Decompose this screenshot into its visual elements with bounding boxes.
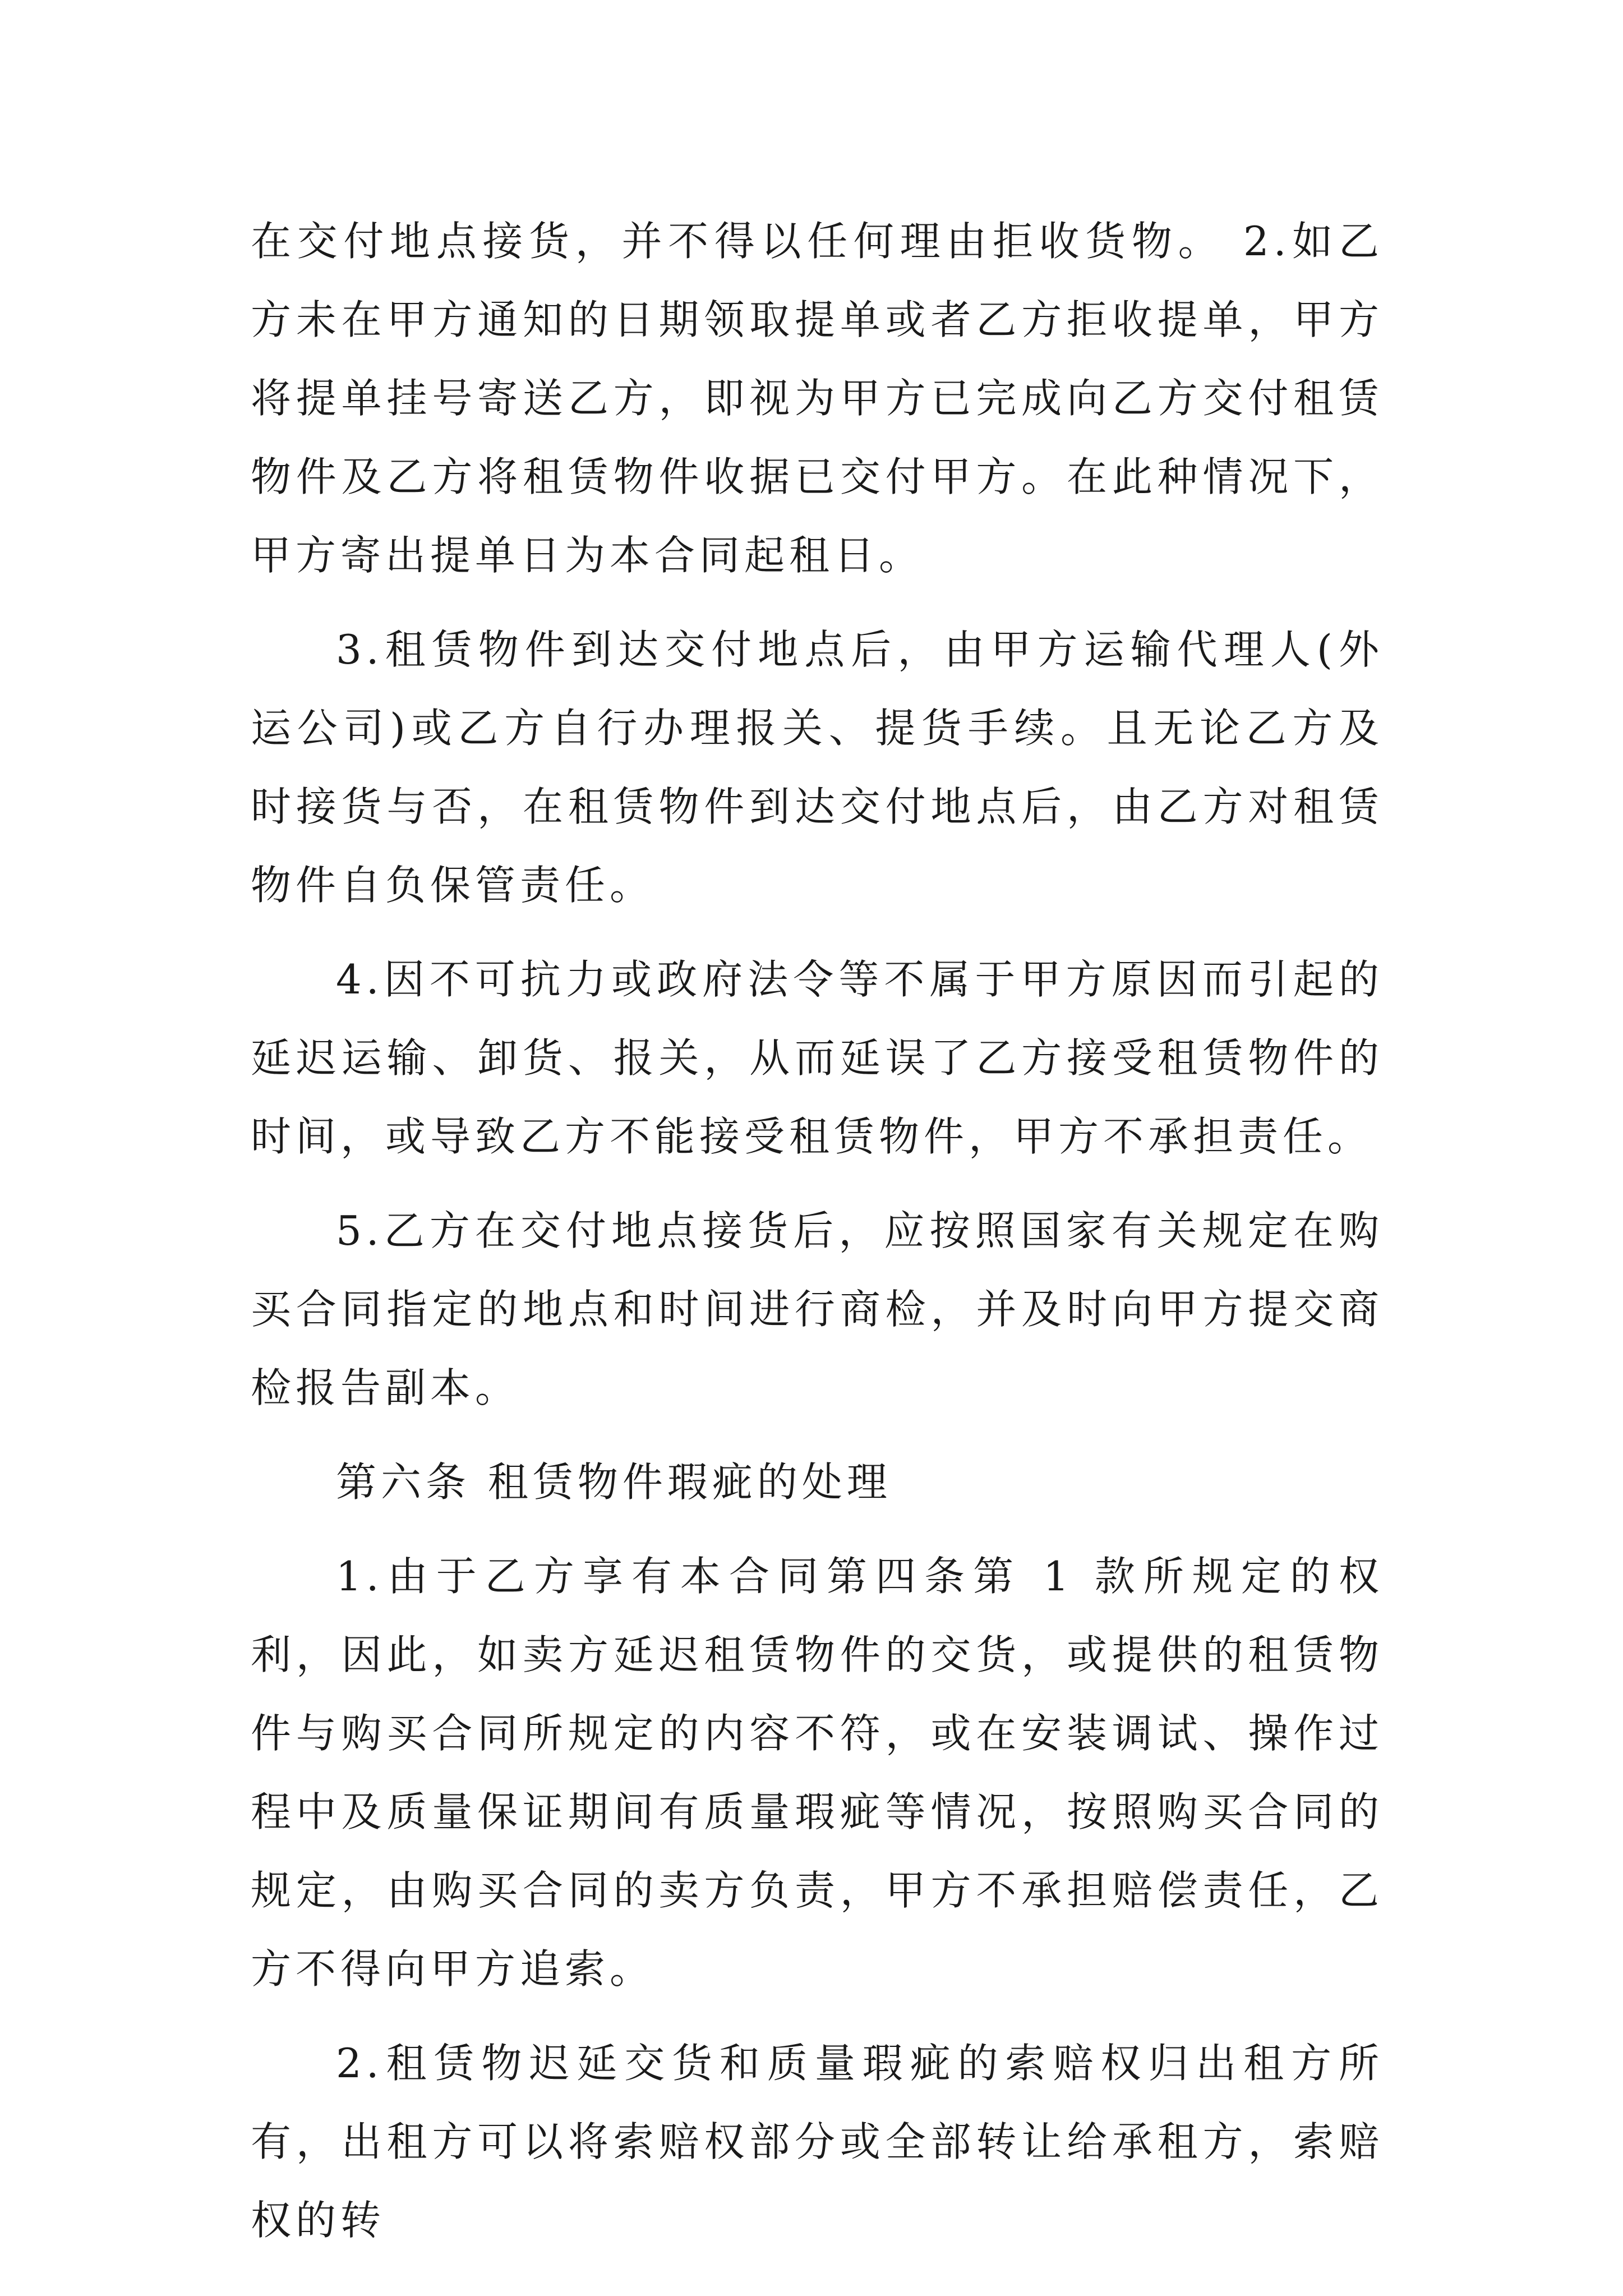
paragraph-article-6-clause-1: 1.由于乙方享有本合同第四条第 1 款所规定的权利，因此，如卖方延迟租赁物件的交货，或提供的租赁物件与购买合同所规定的内容不符，或在安装调试、操作过程中及质量保证期间有质量瑕疵等情况，按照购买合同的规定，由购买合同的卖方负责，甲方不承担赔偿责任，乙方不得向甲方追索。 — [251, 1553, 1384, 1993]
paragraph-clause-3: 3.租赁物件到达交付地点后，由甲方运输代理人(外运公司)或乙方自行办理报关、提货手续。且无论乙方及时接货与否，在租赁物件到达交付地点后，由乙方对租赁物件自负保管责任。 — [251, 626, 1384, 909]
paragraph-clause-4: 4.因不可抗力或政府法令等不属于甲方原因而引起的延迟运输、卸货、报关，从而延误了乙方接受租赁物件的时间，或导致乙方不能接受租赁物件，甲方不承担责任。 — [251, 956, 1384, 1160]
paragraph-continuation: 在交付地点接货，并不得以任何理由拒收货物。 2.如乙方未在甲方通知的日期领取提单或者乙方拒收提单，甲方将提单挂号寄送乙方，即视为甲方已完成向乙方交付租赁物件及乙方将租赁物件收据已交付甲方。在此种情况下，甲方寄出提单日为本合同起租日。 — [251, 218, 1384, 579]
paragraph-article-6-clause-2: 2.租赁物迟延交货和质量瑕疵的索赔权归出租方所有，出租方可以将索赔权部分或全部转让给承租方，索赔权的转 — [251, 2040, 1384, 2244]
paragraph-clause-5: 5.乙方在交付地点接货后，应按照国家有关规定在购买合同指定的地点和时间进行商检，并及时向甲方提交商检报告副本。 — [251, 1207, 1384, 1411]
document-body — [251, 202, 1384, 2260]
section-heading-article-6: 第六条 租赁物件瑕疵的处理 — [336, 1458, 892, 1506]
